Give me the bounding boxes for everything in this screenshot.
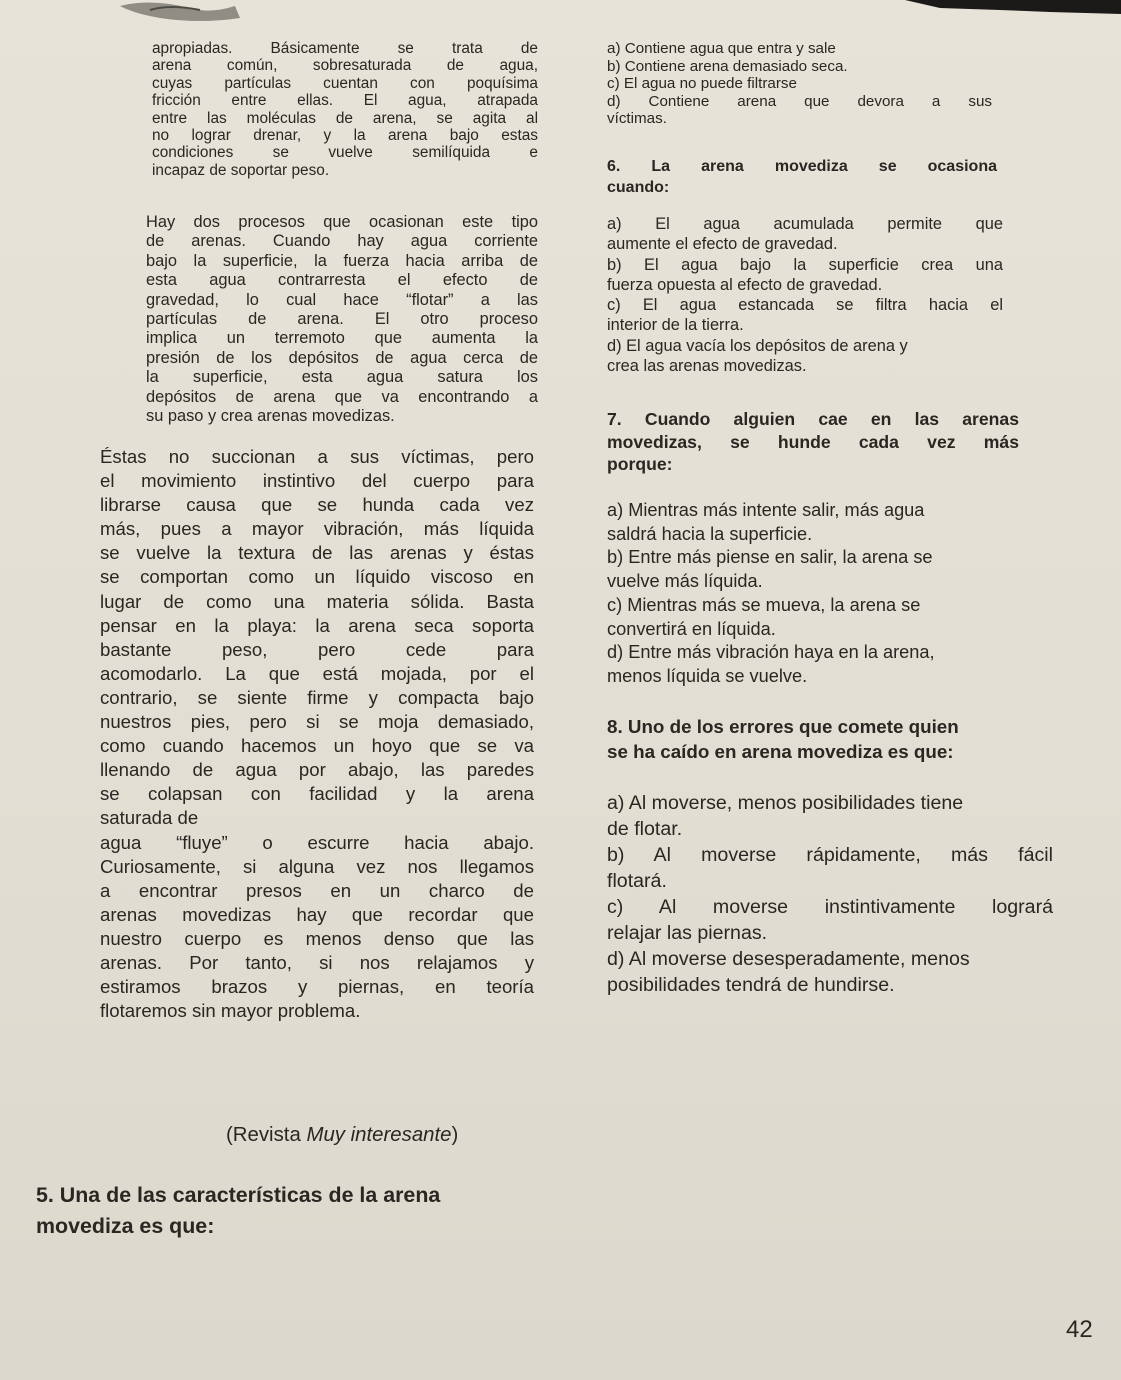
processes-paragraph: Hay dos procesos que ocasionan este tipo de arenas. Cuando hay agua corriente bajo la superficie, la fuerza hacia arriba de esta agua contrarresta el efecto de gravedad, lo cual hace “flotar” a las partículas de arena. El otro proceso implica un terremoto que aumenta la presión de los depósitos de agua cerca de la superficie, esta agua satura los depósitos de arena que va encontrando a su paso y crea arenas movedizas.: [146, 213, 538, 426]
page-number: 42: [1066, 1316, 1093, 1343]
question-7: 7. Cuando alguien cae en las arenas movedizas, se hunde cada vez más porque:: [607, 409, 1019, 474]
intro-paragraph: apropiadas. Básicamente se trata de arena común, sobresaturada de agua, cuyas partículas cuentan con poquísima fricción entre ellas. El agua, atrapada entre las moléculas de arena, se agita al no lograr drenar, y la arena bajo estas condiciones se vuelve semilíquida e incapaz de soportar peso.: [152, 40, 538, 179]
victims-paragraph: Éstas no succionan a sus víctimas, pero el movimiento instintivo del cuerpo para librarse causa que se hunda cada vez más, pues a mayor vibración, más líquida se vuelve la textura de las arenas y éstas se comportan como un líquido viscoso en lugar de como una materia sólida. Basta pensar en la playa: la arena seca soporta bastante peso, pero cede para acomodarlo. La que está mojada, por el contrario, se siente firme y compacta bajo nuestros pies, pero si se moja demasiado, como cuando hacemos un hoyo que se va llenando de agua por abajo, las paredes se colapsan con facilidad y la arena saturada de agua “fluye” o escurre hacia abajo. Curiosamente, si alguna vez nos llegamos a encontrar presos en un charco de arenas movedizas hay que recordar que nuestro cuerpo es menos denso que las arenas. Por tanto, si nos relajamos y estiramos brazos y piernas, en teoría flotaremos sin mayor problema.: [100, 446, 534, 1022]
question-5: 5. Una de las características de la arena movediza es que:: [36, 1183, 441, 1238]
question-6: 6. La arena movediza se ocasiona cuando:: [607, 158, 997, 196]
question-8: 8. Uno de los errores que comete quien se ha caído en arena movediza es que:: [607, 716, 959, 762]
question-7-options: a) Mientras más intente salir, más agua saldrá hacia la superficie. b) Entre más piense en salir, la arena se vuelve más líquida. c) Mientras más se mueva, la arena se convertirá en líquida. d) Entre más vibración haya en la arena, menos líquida se vuelve.: [607, 500, 935, 686]
magazine-title: Muy interesante: [306, 1124, 452, 1146]
top-decoration: [0, 0, 1121, 30]
source-citation: (Revista Muy interesante): [226, 1124, 459, 1146]
question-6-options: a) El agua acumulada permite que aumente el efecto de gravedad. b) El agua bajo la superficie crea una fuerza opuesta al efecto de gravedad. c) El agua estancada se filtra hacia el interior de la tierra. d) El agua vacía los depósitos de arena y crea las arenas movedizas.: [607, 215, 1003, 376]
question-8-options: a) Al moverse, menos posibilidades tiene de flotar. b) Al moverse rápidamente, más fácil flotará. c) Al moverse instintivamente logrará relajar las piernas. d) Al moverse desesperadamente, menos posibilidades tendrá de hundirse.: [607, 792, 1053, 996]
question-5-options: a) Contiene agua que entra y sale b) Contiene arena demasiado seca. c) El agua no puede filtrarse d) Contiene arena que devora a sus víctimas.: [607, 40, 992, 128]
